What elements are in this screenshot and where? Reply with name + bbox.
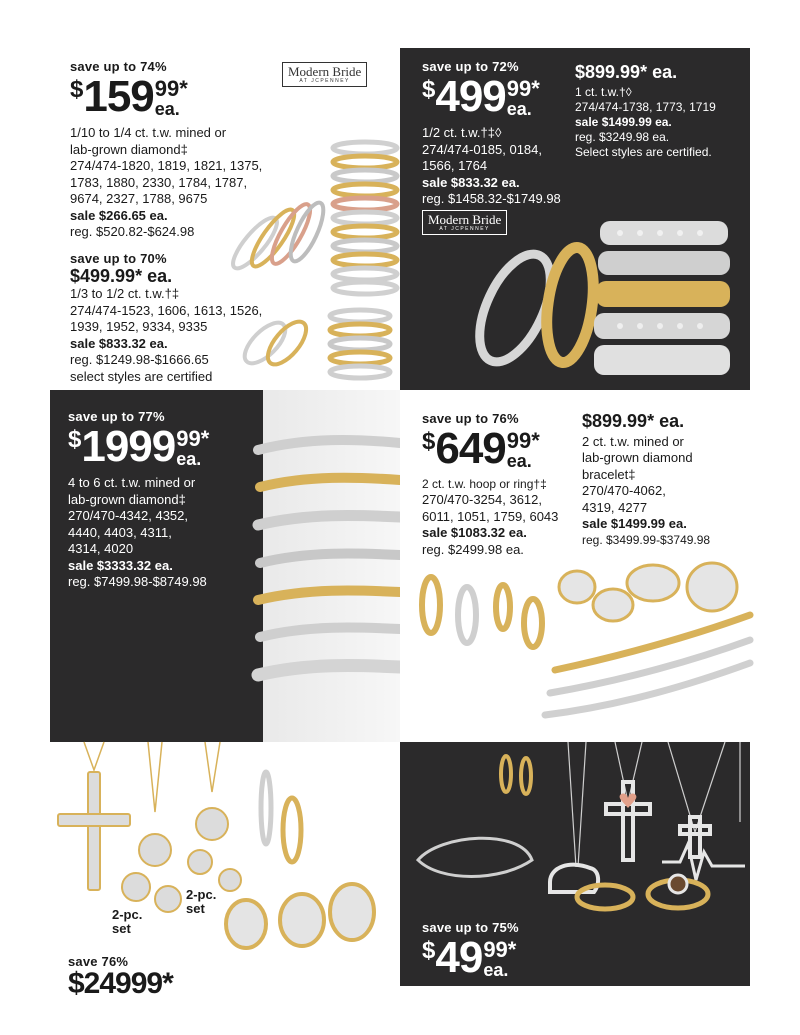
certified-note: Select styles are certified. [575, 144, 712, 159]
panel-anniversary-bands [400, 48, 750, 390]
save-badge: save up to 77% [68, 409, 165, 424]
description: lab-grown diamond‡ [68, 491, 186, 507]
sku-list: 274/474-1820, 1819, 1821, 1375, [70, 158, 263, 173]
price: $899.99* ea. [582, 411, 685, 431]
panel-fashion-jewelry [400, 742, 750, 999]
logo-text: Modern Bride [288, 64, 362, 79]
price-unit: ea. [483, 960, 509, 980]
offer-block [68, 954, 173, 999]
regular-price: reg. $2499.98 ea. [422, 541, 524, 557]
offer-block [68, 409, 268, 591]
price-dollar: $ [68, 426, 82, 453]
price-main: 159 [83, 72, 154, 121]
price: $499.99* ea. [70, 265, 173, 286]
description: 1/2 ct. t.w.†‡◊ [422, 125, 502, 140]
sale-price: sale $3333.32 ea. [68, 557, 173, 573]
sku-list: 270/470-3254, 3612, [422, 492, 542, 507]
description: 1 ct. t.w.†◊ [575, 84, 632, 99]
sku-list: 270/470-4342, 4352, [68, 508, 188, 523]
panel-bridal-rings [50, 48, 400, 390]
save-badge: save up to 74% [70, 59, 167, 74]
panel-pendants-studs [50, 742, 400, 1000]
price-cut-off: $24999* [68, 967, 173, 1000]
offer-block [422, 59, 582, 208]
description: bracelet‡ [582, 466, 636, 482]
price-cents: 99* [506, 428, 540, 453]
price-dollar: $ [422, 937, 436, 964]
offer-block [575, 62, 747, 160]
sale-price: sale $1499.99 ea. [575, 114, 672, 129]
price-cents: 99* [176, 426, 210, 451]
price-main: 499 [435, 72, 506, 121]
save-badge: save up to 72% [422, 59, 519, 74]
ring-stack-image [215, 138, 400, 388]
price-dollar: $ [422, 428, 436, 455]
regular-price: reg. $3499.99-$3749.98 [582, 532, 711, 547]
price-main: 49 [435, 933, 483, 982]
price-cents: 99* [154, 76, 188, 101]
panel-hoops-and-bracelet [400, 390, 750, 742]
sku-list: 4319, 4277 [582, 499, 648, 515]
panel-tennis-bracelets [50, 390, 400, 742]
sale-price: sale $833.32 ea. [422, 174, 520, 190]
description: 2 ct. t.w. hoop or ring†‡ [422, 477, 547, 491]
certified-note: select styles are certified [70, 368, 213, 384]
price-cents: 99* [506, 76, 540, 101]
save-badge: save 76% [68, 954, 129, 969]
sale-price: sale $833.32 ea. [70, 335, 168, 351]
price-main: 649 [435, 424, 506, 473]
price-main: 1999 [81, 422, 176, 471]
sku-list: 1566, 1764 [422, 158, 488, 173]
necklaces-bolo-rings-image [400, 742, 750, 917]
price-unit: ea. [506, 99, 532, 119]
sku-list: 1783, 1880, 2330, 1784, 1787, [70, 174, 248, 190]
offer-block [422, 920, 752, 1001]
big-price [68, 422, 268, 471]
offer-block [422, 411, 587, 558]
sku-list: 274/474-0185, 0184, [422, 141, 542, 157]
sale-price: sale $266.65 ea. [70, 207, 168, 223]
description: lab-grown diamond‡ [70, 141, 188, 157]
regular-price: reg. $1249.98-$1666.65 [70, 352, 209, 368]
save-badge: save up to 70% [70, 250, 167, 266]
big-price [422, 424, 587, 473]
regular-price: reg. $7499.98-$8749.98 [68, 574, 207, 589]
sale-price: sale $1083.32 ea. [422, 525, 527, 540]
description: 2 ct. t.w. mined or [582, 433, 684, 449]
sale-price: sale $1499.99 ea. [582, 516, 687, 532]
cross-pendant-image [50, 742, 400, 947]
description: 1/3 to 1/2 ct. t.w.†‡ [70, 286, 180, 302]
sku-list: 6011, 1051, 1759, 6043 [422, 508, 559, 524]
tennis-bracelet-image [248, 425, 400, 695]
save-badge: save up to 75% [422, 920, 519, 935]
offer-block [582, 411, 748, 548]
big-price [422, 72, 582, 121]
set-caption: 2-pc. set [112, 907, 143, 936]
sku-list: 4440, 4403, 4311, [68, 524, 172, 540]
regular-price: reg. $520.82-$624.98 [70, 224, 195, 239]
logo-subtext: AT JCPENNEY [299, 78, 350, 85]
sku-list: 270/470-4062, [582, 483, 666, 499]
logo-subtext: AT JCPENNEY [439, 226, 490, 233]
logo-text: Modern Bride [428, 212, 502, 227]
regular-price: reg. $1458.32-$1749.98 [422, 191, 561, 206]
set-caption: 2-pc. set [186, 887, 217, 916]
sku-list: 274/474-1738, 1773, 1719 [575, 99, 716, 114]
save-badge: save up to 76% [422, 411, 519, 426]
price-unit: ea. [506, 451, 532, 471]
big-price [70, 72, 310, 121]
sku-list: 4314, 4020 [68, 541, 134, 556]
regular-price: reg. $3249.98 ea. [575, 129, 670, 144]
sku-list: 9674, 2327, 1788, 9675 [70, 191, 208, 206]
sku-list: 1939, 1952, 9334, 9335 [70, 319, 208, 335]
description: 1/10 to 1/4 ct. t.w. mined or [70, 125, 227, 140]
description: 4 to 6 ct. t.w. mined or [68, 475, 196, 490]
description: 1/10 ct. t.w. white or color-enhanced [422, 984, 631, 999]
sku-list: 274/474-1523, 1606, 1613, 1526, [70, 302, 263, 318]
price: $899.99* ea. [575, 62, 678, 82]
price-unit: ea. [176, 449, 202, 469]
price-cents: 99* [483, 937, 517, 962]
price-dollar: $ [70, 76, 84, 103]
description: lab-grown diamond [582, 450, 693, 466]
band-stack-image [470, 213, 740, 388]
big-price [422, 933, 752, 982]
hoops-rings-bracelet-image [415, 565, 750, 735]
price-dollar: $ [422, 76, 436, 103]
price-unit: ea. [154, 99, 180, 119]
